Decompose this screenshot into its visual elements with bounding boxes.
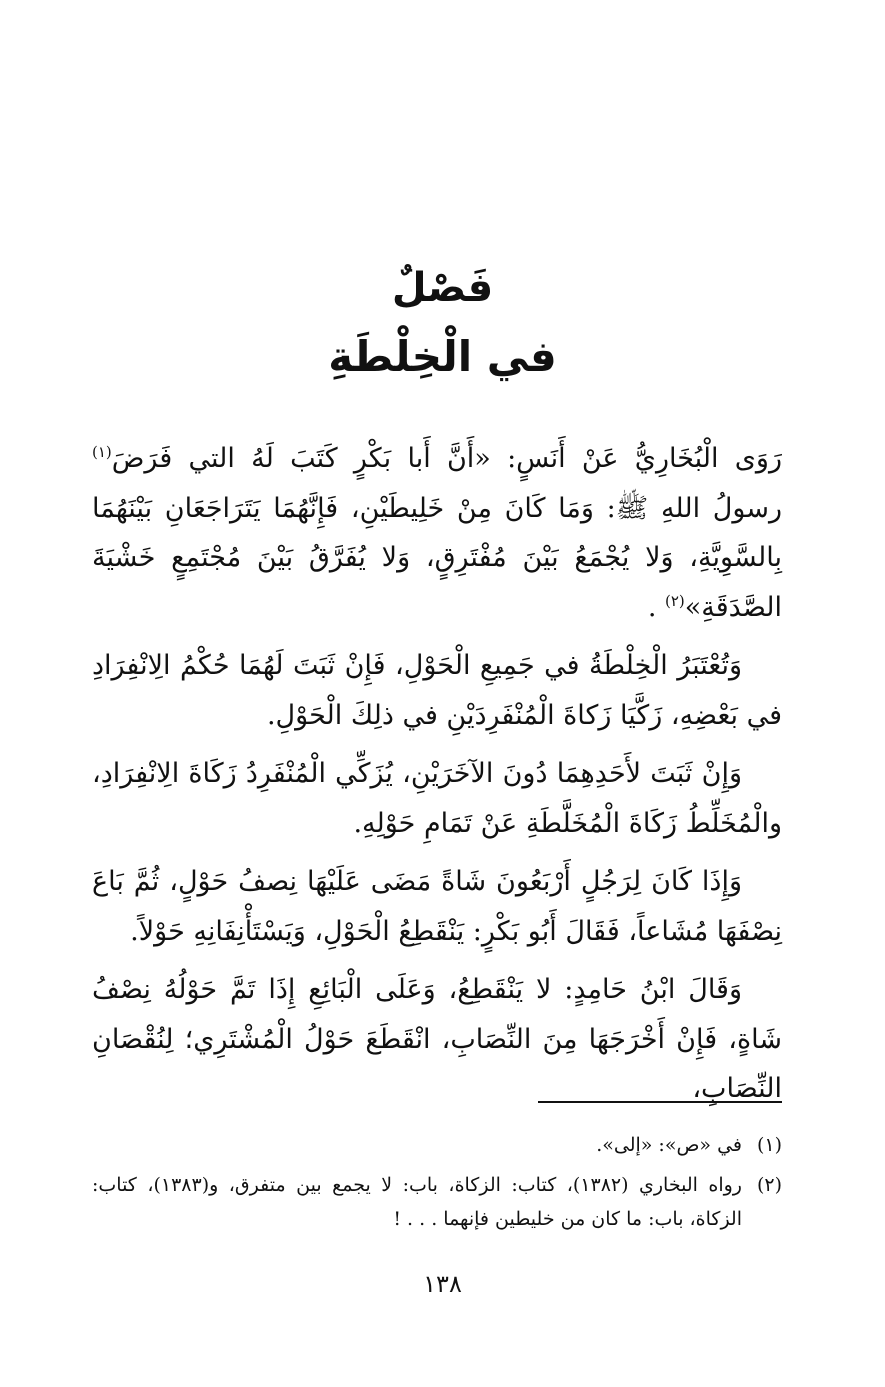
paragraph-3: وَإِنْ ثَبَتَ لأَحَدِهِمَا دُونَ الآخَرَيْنِ، يُزَكِّي الْمُنْفَرِدُ زَكَاةَ الِانْفِرَادِ، والْمُخَلِّطُ زَكَاةَ الْمُخَلَّطَةِ عَنْ تَمَامِ حَوْلِهِ.	[92, 758, 782, 839]
chapter-title: فَصْلٌ	[391, 265, 494, 311]
paragraph-4: وَإِذَا كَانَ لِرَجُلٍ أَرْبَعُونَ شَاةً مَضَى عَلَيْهَا نِصفُ حَوْلٍ، ثُمَّ بَاعَ نِصْفَهَا مُشَاعاً، فَقَالَ أَبُو بَكْرٍ: يَنْقَطِعُ الْحَوْلِ، وَيَسْتَأْنِفَانِهِ حَوْلاً.	[92, 866, 782, 947]
page-number: ١٣٨	[423, 1270, 462, 1298]
body-text	[92, 434, 782, 1123]
paragraph-5: وَقَالَ ابْنُ حَامِدٍ: لا يَنْقَطِعُ، وَعَلَى الْبَائِعِ إِذَا تَمَّ حَوْلُهُ نِصْفُ شَاةٍ، فَإِنْ أَخْرَجَهَا مِنَ النِّصَابِ، انْقَطَعَ حَوْلُ الْمُشْتَرِي؛ لِنُقْصَانِ النِّصَابِ،	[92, 974, 782, 1104]
footnote-2	[92, 1168, 782, 1236]
footnote-ref-2: (٢)	[665, 591, 685, 610]
paragraph-end: .	[647, 591, 665, 623]
paragraph-text: رَوَى الْبُخَارِيُّ عَنْ أَنَسٍ: «أَنَّ أَبا بَكْرٍ كَتَبَ لَهُ التي فَرَضَ	[111, 443, 782, 474]
paragraph-2: وَتُعْتَبَرُ الْخِلْطَةُ في جَمِيعِ الْحَوْلِ، فَإِنْ ثَبَتَ لَهُمَا حُكْمُ الِانْفِرَادِ في بَعْضِهِ، زَكَّيَا زَكاةَ الْمُنْفَرِدَيْنِ في ذلِكَ الْحَوْلِ.	[92, 650, 782, 731]
chapter-subtitle: في الْخِلْطَةِ	[328, 332, 557, 381]
paragraph-1	[92, 434, 782, 632]
footnote-ref-1: (١)	[92, 443, 112, 461]
footnote-divider	[538, 1101, 782, 1103]
footnote-number: (٢)	[756, 1174, 782, 1196]
footnote-number: (١)	[756, 1134, 782, 1156]
footnote-text: رواه البخاري (١٣٨٢)، كتاب: الزكاة، باب: لا يجمع بين متفرق، و(١٣٨٣)، كتاب: الزكاة، باب: ما كان من خليطين فإنهما . . . !	[92, 1174, 742, 1230]
paragraph-text-continued: رسولُ اللهِ ﷺ: وَمَا كَانَ مِنْ خَلِيطَيْنِ، فَإِنَّهُمَا يَتَرَاجَعَانِ بَيْنَهُمَا بِالسَّوِيَّةِ، وَلا يُجْمَعُ بَيْنَ مُفْتَرِقٍ، وَلا يُفَرَّقُ بَيْنَ مُجْتَمِعٍ خَشْيَةَ الصَّدَقَةِ»	[92, 492, 782, 623]
footnotes	[92, 1128, 782, 1242]
footnote-1	[92, 1128, 782, 1162]
footnote-text: في «ص»: «إلى».	[596, 1134, 742, 1156]
